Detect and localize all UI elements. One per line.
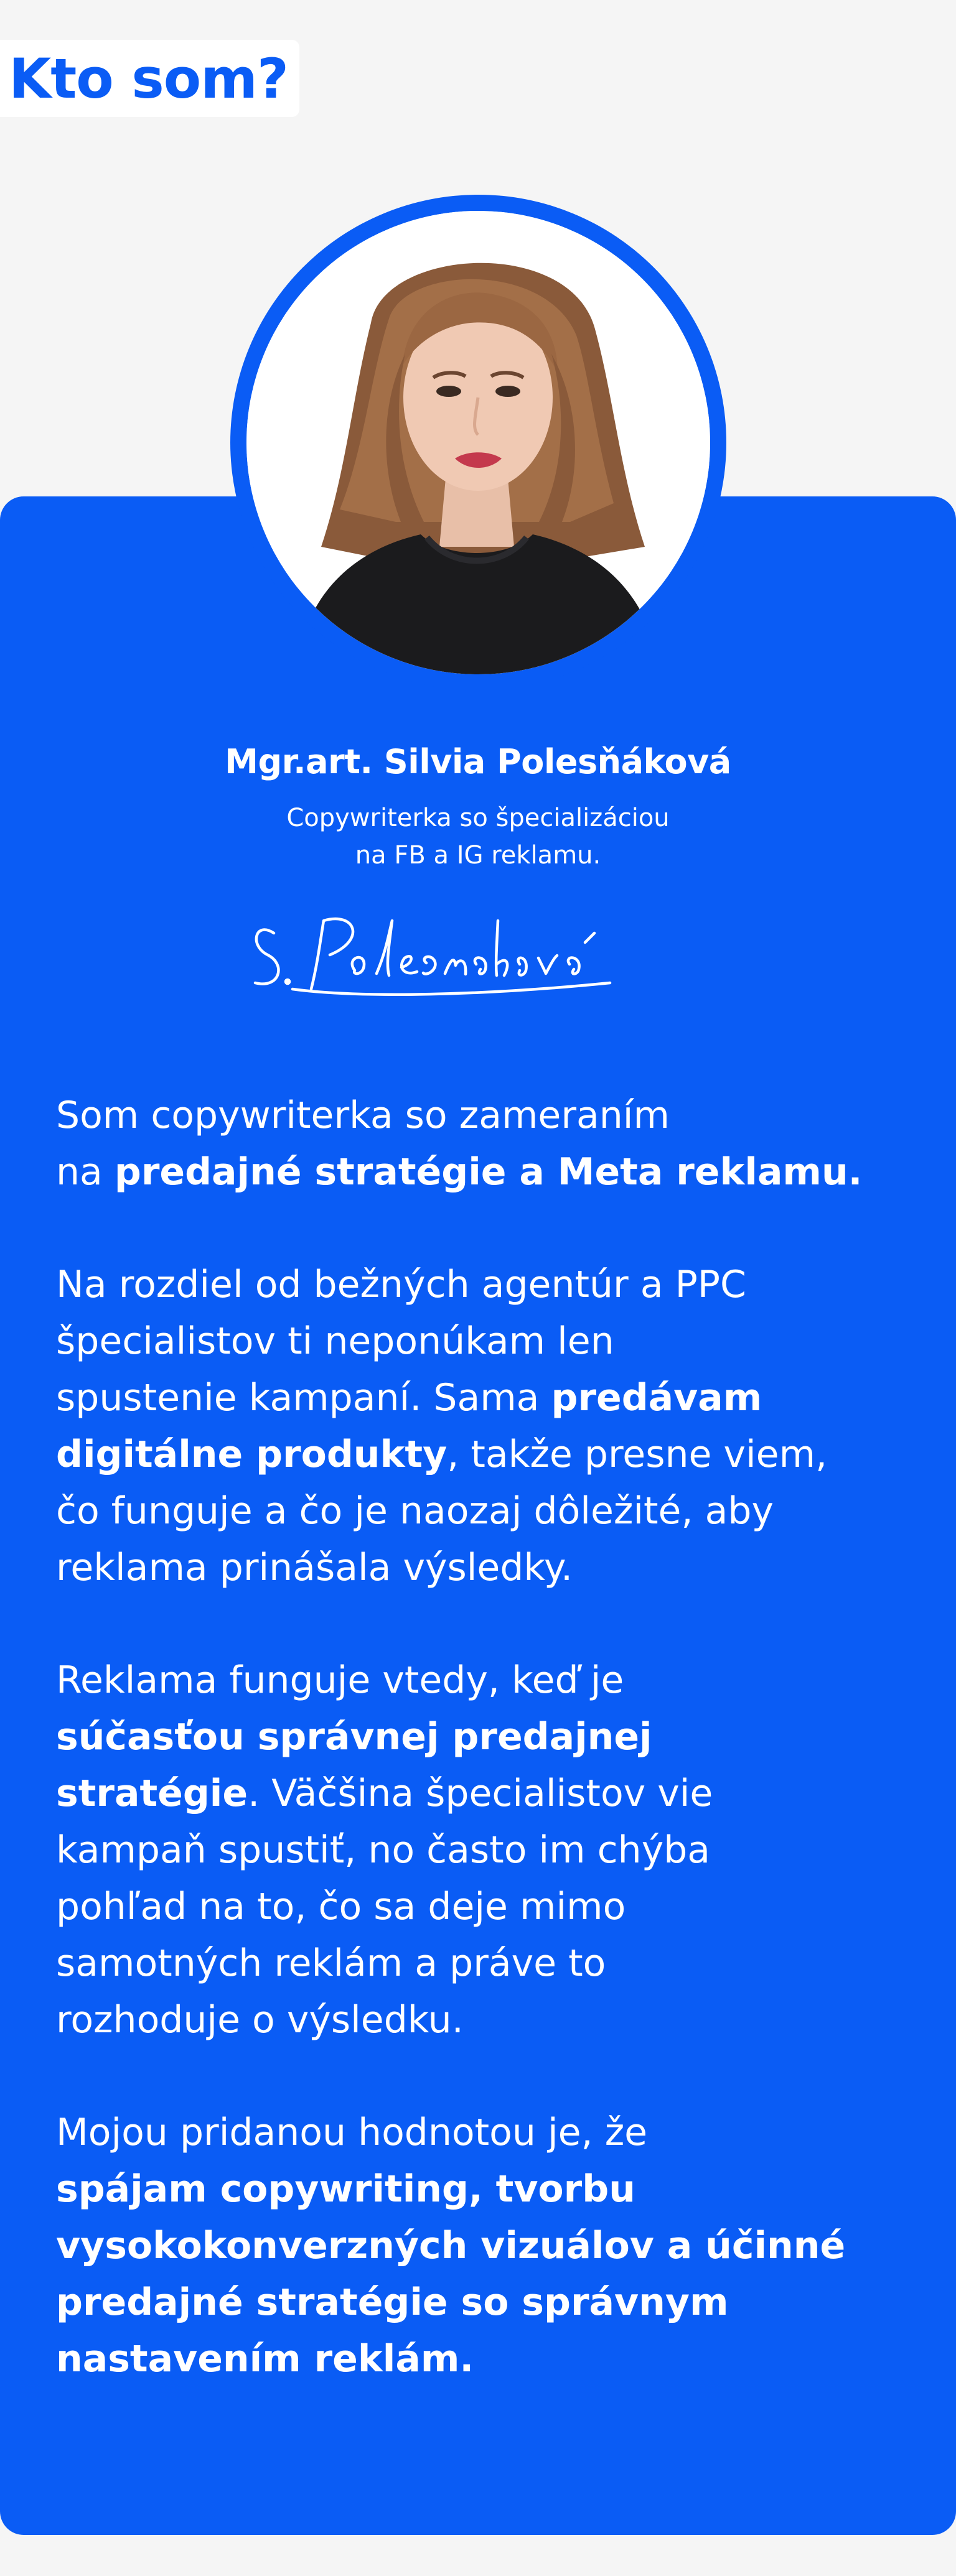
- bio-line: Mojou pridanou hodnotou je, že: [56, 2111, 648, 2154]
- profile-role-line-2: na FB a IG reklamu.: [355, 841, 601, 870]
- bio-paragraph-4: [56, 2104, 915, 2388]
- bio-line: spájam copywriting, tvorbu: [56, 2167, 635, 2211]
- bio-line: nastavením reklám.: [56, 2337, 474, 2381]
- bio-line: Na rozdiel od bežných agentúr a PPC: [56, 1263, 746, 1306]
- bio-paragraph-2: [56, 1257, 915, 1596]
- bio-line: špecialistov ti neponúkam len: [56, 1319, 614, 1363]
- signature-image: [237, 896, 647, 1008]
- bio-line: samotných reklám a práve to: [56, 1941, 606, 1985]
- portrait-photo: [246, 211, 710, 674]
- profile-name: Mgr.art. Silvia Polesňáková: [225, 742, 731, 781]
- bio-line: vysokokonverzných vizuálov a účinné: [56, 2224, 846, 2267]
- bio-line: spustenie kampaní. Sama predávam: [56, 1376, 762, 1420]
- bio-line: súčasťou správnej predajnej: [56, 1715, 652, 1759]
- bio-line: čo funguje a čo je naozaj dôležité, aby: [56, 1489, 774, 1533]
- bio-line: Reklama funguje vtedy, keď je: [56, 1658, 624, 1702]
- bio-line: kampaň spustiť, no často im chýba: [56, 1828, 711, 1872]
- profile-role-line-1: Copywriterka so špecializáciou: [286, 804, 670, 832]
- avatar-ring: [230, 195, 726, 690]
- bio-line: reklama prinášala výsledky.: [56, 1546, 573, 1589]
- signature: [237, 896, 647, 1008]
- page-title: Kto som?: [0, 40, 299, 117]
- bio-line: pohľad na to, čo sa deje mimo: [56, 1885, 626, 1928]
- bio-paragraph-1: [56, 1087, 915, 1201]
- bio-line: digitálne produkty, takže presne viem,: [56, 1433, 828, 1476]
- bio-line: predajné stratégie so správnym: [56, 2281, 729, 2324]
- bio-line: stratégie. Väčšina špecialistov vie: [56, 1772, 713, 1815]
- bio-line: rozhoduje o výsledku.: [56, 1998, 464, 2042]
- bio-line: na predajné stratégie a Meta reklamu.: [56, 1150, 863, 1194]
- bio-line: Som copywriterka so zameraním: [56, 1094, 670, 1137]
- avatar: [246, 211, 710, 674]
- bio-paragraph-3: [56, 1652, 915, 2048]
